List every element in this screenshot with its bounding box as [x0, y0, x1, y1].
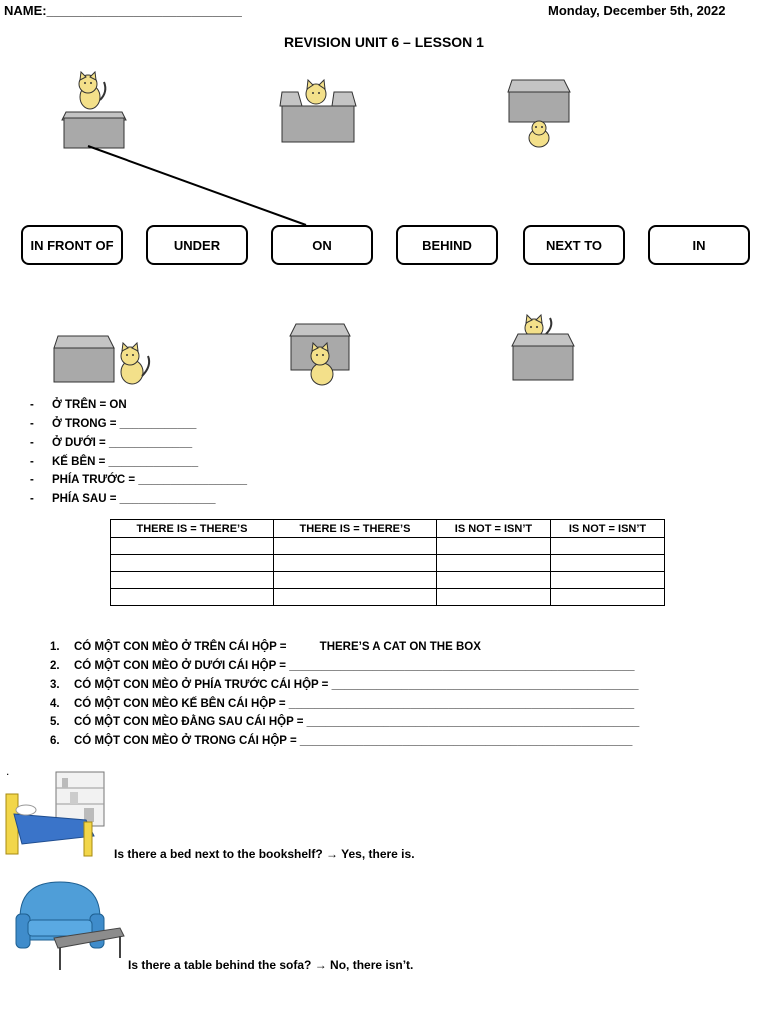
sentence-item[interactable]: 2. CÓ MỘT CON MÈO Ở DƯỚI CÁI HỘP = ______________________________________________________ [50, 660, 635, 672]
table-row[interactable] [111, 572, 665, 589]
sentence-item[interactable]: 6. CÓ MỘT CON MÈO Ở TRONG CÁI HỘP = ____________________________________________________ [50, 735, 633, 747]
sentence-item[interactable]: 5. CÓ MỘT CON MÈO ĐẰNG SAU CÁI HỘP = ____________________________________________________ [50, 716, 640, 728]
cat-icon [121, 343, 149, 384]
sentence-answer: THERE’S A CAT ON THE BOX [319, 641, 481, 653]
sentence-item[interactable]: 3. CÓ MỘT CON MÈO Ở PHÍA TRƯỚC CÁI HỘP = ________________________________________________ [50, 679, 639, 691]
table-row[interactable] [111, 538, 665, 555]
cat-next-to-box-picture [52, 334, 156, 386]
word-box-in[interactable]: IN [648, 225, 750, 265]
date-label: Monday, December 5th, 2022 [548, 3, 726, 18]
cat-behind-box-picture [510, 314, 576, 384]
table-header-cell: IS NOT = ISN’T [550, 520, 664, 538]
sofa-table-picture [16, 878, 128, 972]
word-box-behind[interactable]: BEHIND [396, 225, 498, 265]
cat-in-front-of-box-picture [288, 322, 354, 386]
box-icon [54, 336, 114, 382]
sentence-item: 1. CÓ MỘT CON MÈO Ở TRÊN CÁI HỘP = THERE’S A CAT ON THE BOX [50, 641, 481, 653]
name-label: NAME:___________________________ [4, 3, 242, 18]
table-row[interactable] [111, 555, 665, 572]
word-box-on[interactable]: ON [271, 225, 373, 265]
table-header-cell: THERE IS = THERE’S [111, 520, 274, 538]
vocab-item: - KẾ BÊN = ______________ [30, 456, 199, 468]
box-icon [512, 334, 574, 380]
table-header-cell: IS NOT = ISN’T [436, 520, 550, 538]
table-header-row [111, 520, 665, 538]
bed-bookshelf-picture [4, 770, 108, 860]
word-box-under[interactable]: UNDER [146, 225, 248, 265]
sentence-item[interactable]: 4. CÓ MỘT CON MÈO KẾ BÊN CÁI HỘP = ______________________________________________________ [50, 698, 635, 710]
question-answer-1: Is there a bed next to the bookshelf? → Yes, there is. [114, 847, 415, 861]
stray-dot: . [6, 764, 10, 778]
table-row[interactable] [111, 589, 665, 606]
vocab-item: - Ở TRÊN = ON [30, 399, 127, 411]
vocab-item: - PHÍA TRƯỚC = _________________ [30, 474, 248, 486]
table-header-cell: THERE IS = THERE’S [273, 520, 436, 538]
vocab-item: - PHÍA SAU = _______________ [30, 493, 216, 505]
word-box-next-to[interactable]: NEXT TO [523, 225, 625, 265]
vocab-item: - Ở DƯỚI = _____________ [30, 437, 193, 449]
question-answer-2: Is there a table behind the sofa? → No, there isn’t. [128, 958, 414, 972]
answer-table [110, 519, 665, 606]
page-title: REVISION UNIT 6 – LESSON 1 [284, 34, 484, 50]
vocab-item: - Ở TRONG = ____________ [30, 418, 197, 430]
word-box-in-front-of[interactable]: IN FRONT OF [21, 225, 123, 265]
